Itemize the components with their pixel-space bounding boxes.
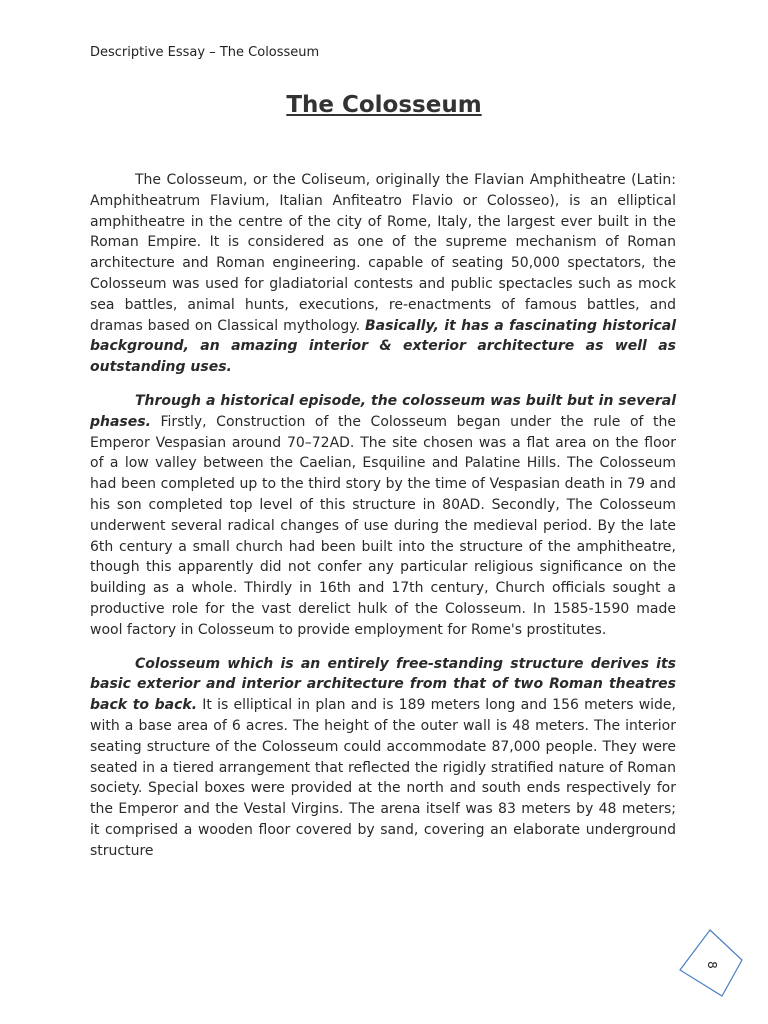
essay-body <box>90 170 676 875</box>
paragraph-3-emphasis: Colosseum which is an entirely free-standing structure derives its basic exterior and interior architecture from that of two Roman theatres back to back. <box>90 655 676 714</box>
paragraph-2-text: Firstly, Construction of the Colosseum began under the rule of the Emperor Vespasian around 70–72AD. The site chosen was a flat area on the floor of a low valley between the Caelian, Esquiline and Palatine Hills. The Colosseum had been completed up to the third story by the time of Vespasian death in 79 and his son completed top level of this structure in 80AD. Secondly, The Colosseum underwent several radical changes of use during the medieval period. By the late 6th century a small church had been built into the structure of the amphitheatre, though this apparently did not confer any particular religious significance on the building as a whole. Thirdly in 16th and 17th century, Church officials sought a productive role for the vast derelict hulk of the Colosseum. In 1585-1590 made wool factory in Colosseum to provide employment for Rome's prostitutes. <box>90 413 676 638</box>
paragraph-3-text: It is elliptical in plan and is 189 meters long and 156 meters wide, with a base area of 6 acres. The height of the outer wall is 48 meters. The interior seating structure of the Colosseum could accommodate 87,000 people. They were seated in a tiered arrangement that reflected the rigidly stratified nature of Roman society. Special boxes were provided at the north and south ends respectively for the Emperor and the Vestal Virgins. The arena itself was 83 meters by 48 meters; it comprised a wooden floor covered by sand, covering an elaborate underground structure <box>90 697 676 859</box>
paragraph-1-emphasis: Basically, it has a fascinating historical background, an amazing interior & exterior architecture as well as outstanding uses. <box>90 317 676 376</box>
paragraph-1 <box>90 170 676 378</box>
page-number: 8 <box>705 961 719 969</box>
page-header: Descriptive Essay – The Colosseum <box>90 45 320 60</box>
paragraph-2 <box>90 391 676 641</box>
paragraph-2-emphasis: Through a historical episode, the colosseum was built but in several phases. <box>90 392 676 430</box>
paragraph-3 <box>90 654 676 862</box>
essay-title: The Colosseum <box>286 92 482 118</box>
paragraph-1-text: The Colosseum, or the Coliseum, originally the Flavian Amphitheatre (Latin: Amphitheatrum Flavium, Italian Anfiteatro Flavio or Colosseo), is an elliptical amphitheatre in the centre of the city of Rome, Italy, the largest ever built in the Roman Empire. It is considered as one of the supreme mechanism of Roman architecture and Roman engineering. capable of seating 50,000 spectators, the Colosseum was used for gladiatorial contests and public spectacles such as mock sea battles, animal hunts, executions, re-enactments of famous battles, and dramas based on Classical mythology. <box>90 172 676 334</box>
